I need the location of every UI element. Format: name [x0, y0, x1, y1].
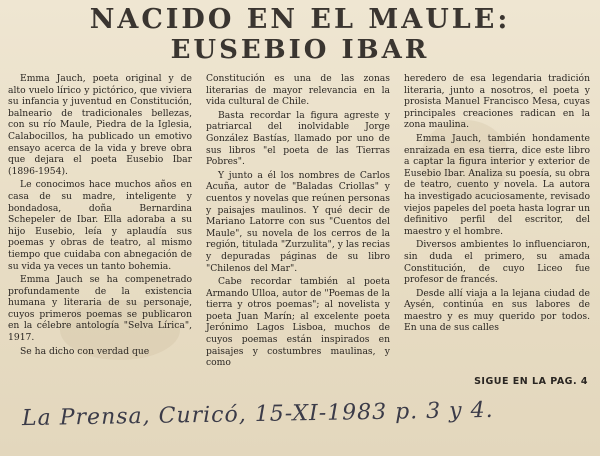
article-column-3 — [404, 73, 590, 336]
article-column-2 — [206, 73, 390, 371]
paragraph: Constitución es una de las zonas literarias de mayor relevancia en la vida cultural de Chile. — [206, 73, 390, 108]
handwritten-source-annotation: La Prensa, Curicó, 15-XI-1983 p. 3 y 4. — [21, 397, 494, 432]
paragraph: Le conocimos hace muchos años en casa de su madre, inteligente y bondadosa, doña Bernardina Schepeler de Ibar. Ella adoraba a su hijo Eusebio, leía y aplaudía sus poemas y obras de teatro, al mismo tiempo que cuidaba con abnegación de su vida ya veces un tanto bohemia. — [8, 179, 192, 272]
article-column-1 — [8, 73, 192, 359]
paragraph: Emma Jauch se ha compenetrado profundamente de la existencia humana y literaria de su personaje, cuyos primeros poemas se publicaron en la célebre antología "Selva Lírica", 1917. — [8, 274, 192, 344]
continued-on-page-note: SIGUE EN LA PAG. 4 — [474, 376, 588, 387]
paragraph: heredero de esa legendaria tradición literaria, junto a nosotros, el poeta y prosista Manuel Francisco Mesa, cuyas principales creaciones radican en la zona maulina. — [404, 73, 590, 131]
headline-line-1: NACIDO EN EL MAULE: — [89, 4, 511, 35]
paragraph: Desde allí viaja a la lejana ciudad de Aysén, continúa en sus labores de maestro y es muy querido por todos. En una de sus calles — [404, 287, 590, 334]
paragraph: Diversos ambientes lo influenciaron, sin duda el primero, su amada Constitución, de cuyo Liceo fue profesor de francés. — [404, 239, 590, 286]
paragraph: Se ha dicho con verdad que — [20, 345, 150, 357]
paragraph: Emma Jauch, también hondamente enraizada en esa tierra, dice este libro a captar la figura interior y exterior de Eusebio Ibar. Analiza su poesía, su obra de teatro, cuento y novela. La autora ha investigado acuciosamente, revisado viejos papeles del poeta hasta lograr un definitivo perfil del escritor, del maestro y el hombre. — [404, 132, 590, 237]
paragraph: Y junto a él los nombres de Carlos Acuña, autor de "Baladas Criollas" y cuentos y novelas que reúnen personas y paisajes maulinos. Y qué decir de Mariano Latorre con sus "Cuentos del Maule", su novela de los cerros de la región, titulada "Zurzulita", y las recias y depuradas páginas de su libro "Chilenos del Mar". — [206, 169, 390, 274]
paragraph: Cabe recordar también al poeta Armando Ulloa, autor de "Poemas de la tierra y otros poemas"; al novelista y poeta Juan Marín; al excelente poeta Jerónimo Lagos Lisboa, muchos de cuyos poemas están inspirados en paisajes y costumbres maulinas, y como — [206, 276, 390, 369]
paragraph: Emma Jauch, poeta original y de alto vuelo lírico y pictórico, que viviera su infancia y juventud en Constitución, balneario de tradicionales bellezas, con su río Maule, Piedra de la Iglesia, Calabocillos, ha publicado un emotivo ensayo acerca de la vida y breve obra que dejara el poeta Eusebio Ibar (1896-1954). — [8, 73, 192, 177]
paragraph: Basta recordar la figura agreste y patriarcal del inolvidable Jorge González Bastías, llamado por uno de sus libros "el poeta de las Tierras Pobres". — [206, 109, 390, 168]
headline-line-2: EUSEBIO IBAR — [170, 35, 430, 65]
